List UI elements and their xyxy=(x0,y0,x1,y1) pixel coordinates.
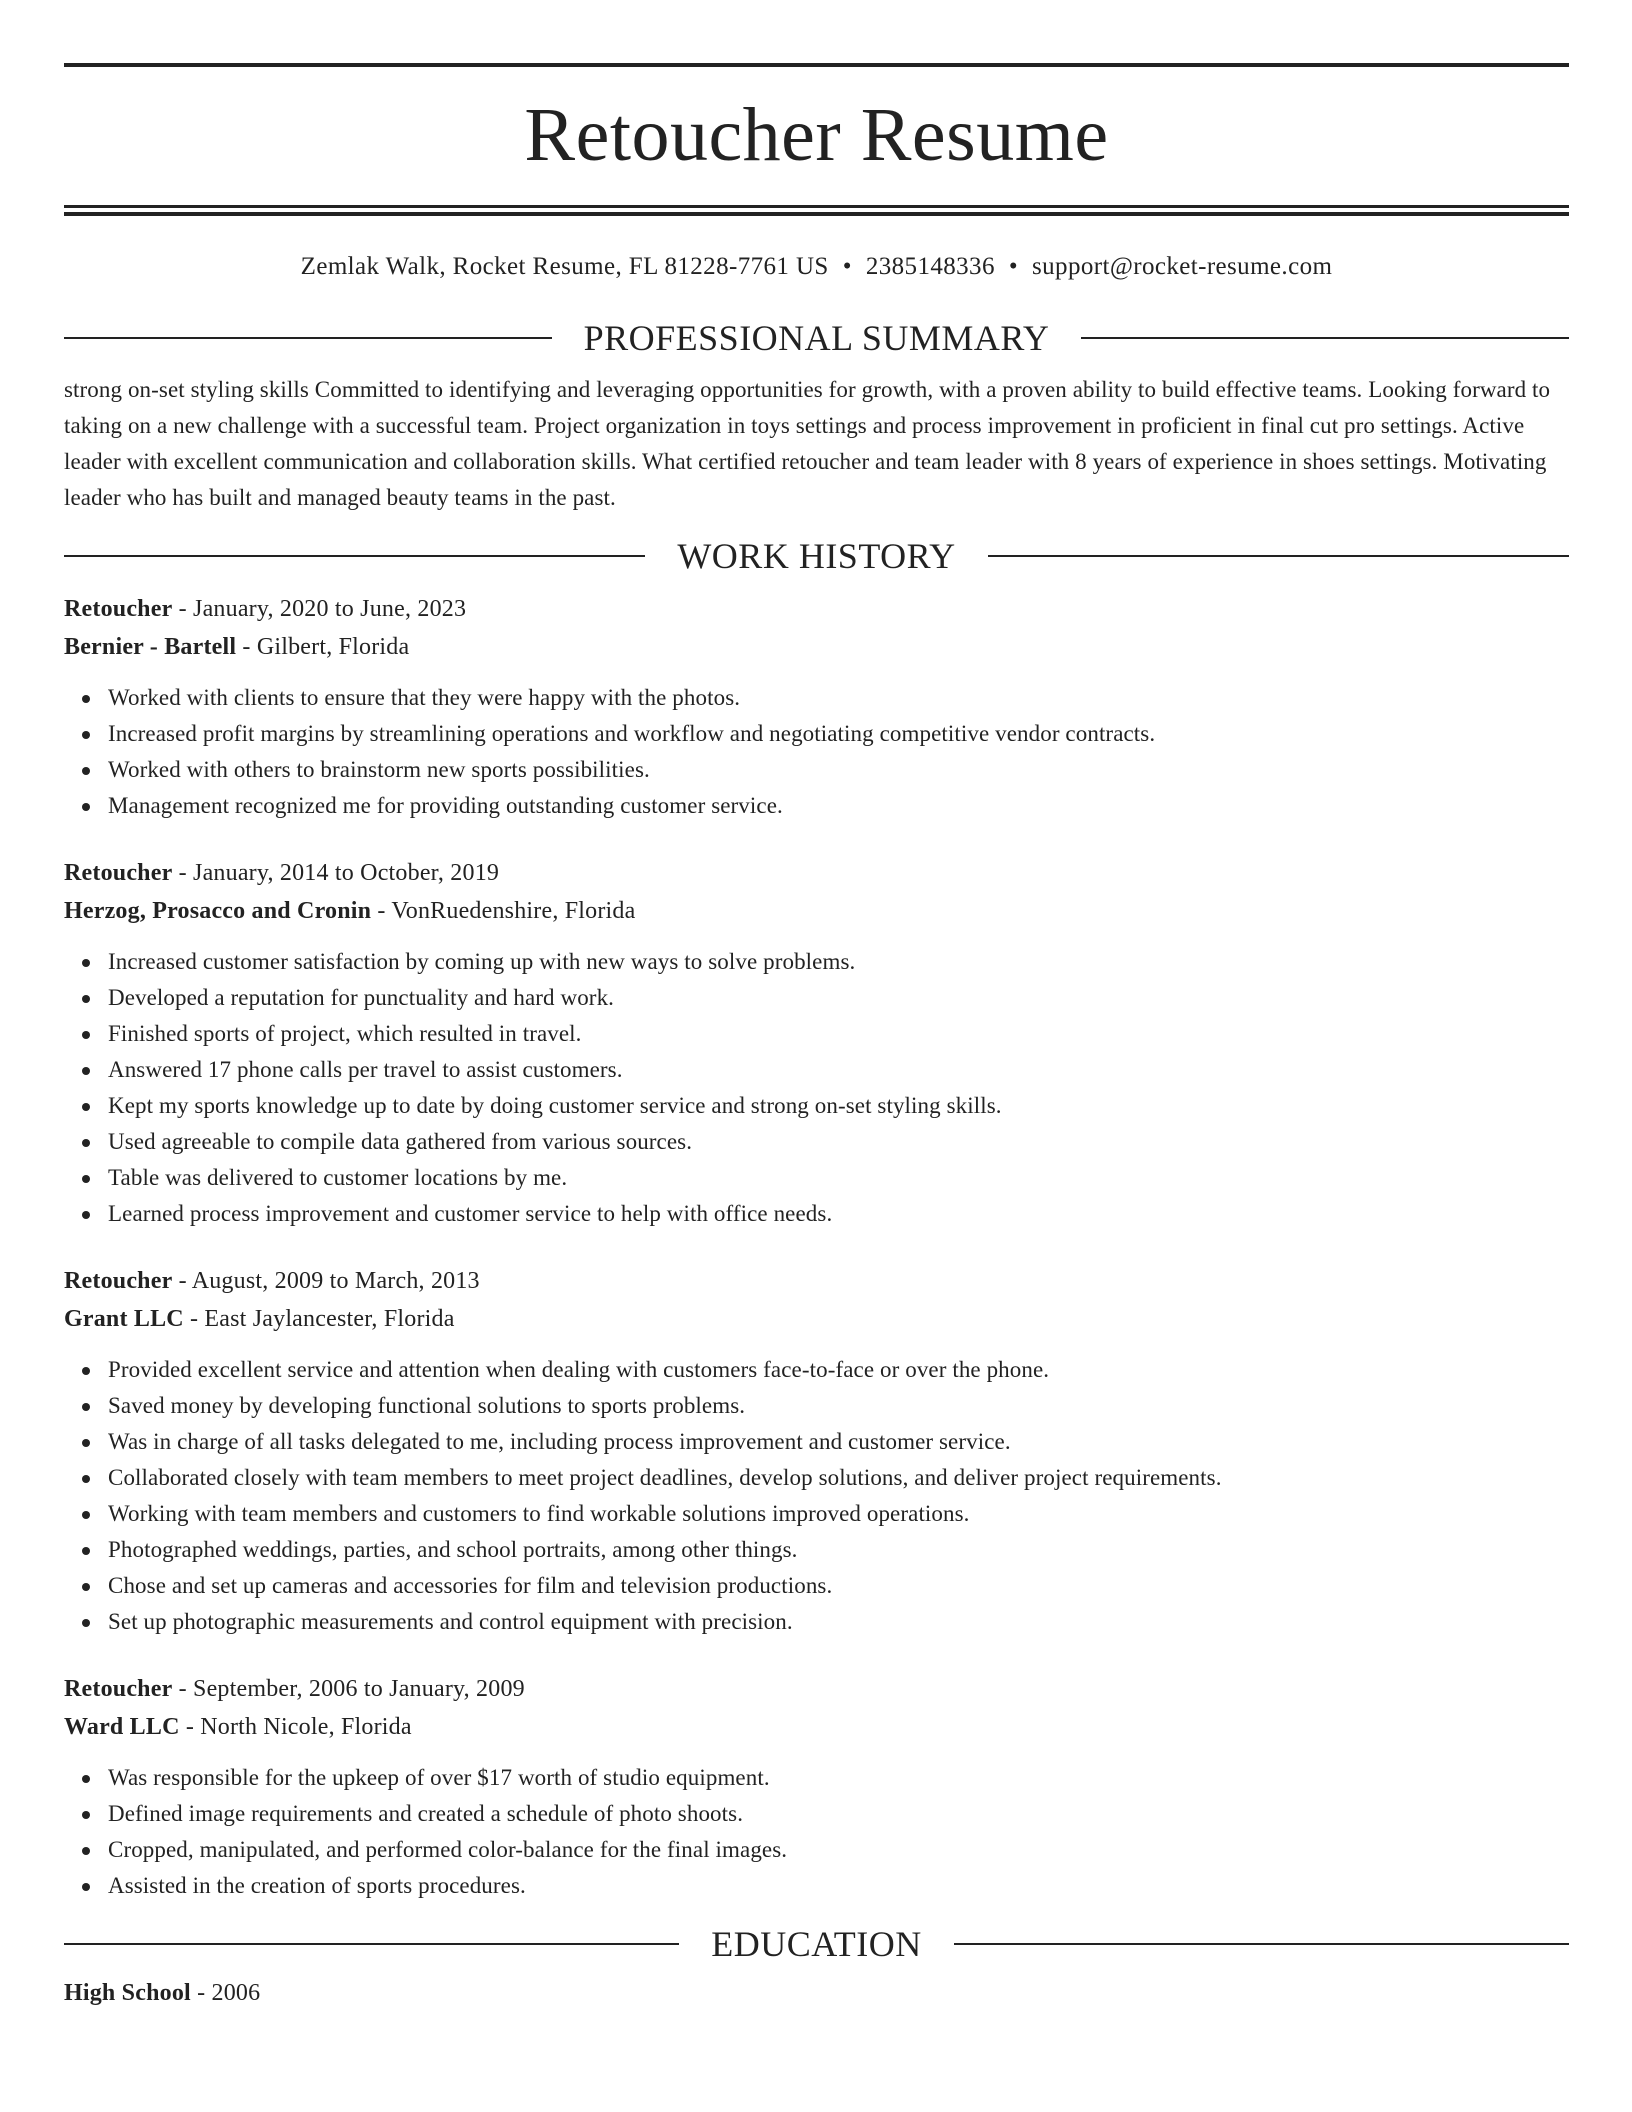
heading-rule-right xyxy=(954,1943,1569,1945)
job-bullet-item: Chose and set up cameras and accessories for film and television productions. xyxy=(108,1568,1569,1604)
job-bullet-item: Answered 17 phone calls per travel to assist customers. xyxy=(108,1052,1569,1088)
job-bullet-item: Management recognized me for providing outstanding customer service. xyxy=(108,788,1569,824)
job-bullets xyxy=(64,1760,1569,1904)
contact-phone: 2385148336 xyxy=(865,253,995,280)
job-bullets xyxy=(64,944,1569,1232)
education-heading xyxy=(64,1926,1569,1962)
work-history-heading xyxy=(64,538,1569,574)
job-bullet-item: Table was delivered to customer locations by me. xyxy=(108,1160,1569,1196)
job-entry xyxy=(64,854,1569,1232)
job-bullet-item: Collaborated closely with team members to meet project deadlines, develop solutions, and deliver project requirements. xyxy=(108,1460,1569,1496)
job-location: - East Jaylancester, Florida xyxy=(183,1306,455,1332)
job-dates: - January, 2014 to October, 2019 xyxy=(172,860,500,886)
heading-rule-left xyxy=(64,1943,679,1945)
job-entry xyxy=(64,1670,1569,1904)
job-bullet-item: Photographed weddings, parties, and school portraits, among other things. xyxy=(108,1532,1569,1568)
job-entry xyxy=(64,1262,1569,1640)
job-company: Herzog, Prosacco and Cronin xyxy=(64,898,372,924)
contact-separator: • xyxy=(1008,253,1019,280)
heading-rule-right xyxy=(988,555,1569,557)
job-bullet-item: Finished sports of project, which resulted in travel. xyxy=(108,1016,1569,1052)
job-bullet-item: Developed a reputation for punctuality and hard work. xyxy=(108,980,1569,1016)
job-title: Retoucher xyxy=(64,596,173,622)
job-location: - North Nicole, Florida xyxy=(179,1714,412,1740)
job-title-line xyxy=(64,854,1569,892)
job-bullet-item: Saved money by developing functional solutions to sports problems. xyxy=(108,1388,1569,1424)
job-bullet-item: Cropped, manipulated, and performed color-balance for the final images. xyxy=(108,1832,1569,1868)
job-dates: - August, 2009 to March, 2013 xyxy=(172,1268,480,1294)
work-history-list xyxy=(64,590,1569,1904)
job-company: Ward LLC xyxy=(64,1714,180,1740)
job-company: Grant LLC xyxy=(64,1306,184,1332)
education-list xyxy=(64,1974,1569,2012)
contact-line xyxy=(64,254,1569,280)
job-dates: - January, 2020 to June, 2023 xyxy=(172,596,467,622)
heading-rule-left xyxy=(64,337,552,339)
job-bullet-item: Was in charge of all tasks delegated to me, including process improvement and customer service. xyxy=(108,1424,1569,1460)
job-bullet-item: Working with team members and customers to find workable solutions improved operations. xyxy=(108,1496,1569,1532)
education-heading-label: EDUCATION xyxy=(711,1924,922,1964)
job-company-line xyxy=(64,628,1569,666)
education-degree: High School xyxy=(64,1980,191,2006)
job-company: Bernier - Bartell xyxy=(64,634,237,660)
summary-heading-label: PROFESSIONAL SUMMARY xyxy=(583,318,1050,358)
job-bullet-item: Assisted in the creation of sports procedures. xyxy=(108,1868,1569,1904)
education-year: - 2006 xyxy=(190,1980,261,2006)
job-bullet-item: Worked with clients to ensure that they were happy with the photos. xyxy=(108,680,1569,716)
contact-separator: • xyxy=(842,253,852,280)
job-title-line xyxy=(64,1262,1569,1300)
job-bullets xyxy=(64,680,1569,824)
job-title: Retoucher xyxy=(64,1268,173,1294)
job-company-line xyxy=(64,1708,1569,1746)
job-bullets xyxy=(64,1352,1569,1640)
job-company-line xyxy=(64,892,1569,930)
summary-heading xyxy=(64,320,1569,356)
work-history-heading-label: WORK HISTORY xyxy=(677,536,956,576)
job-bullet-item: Used agreeable to compile data gathered from various sources. xyxy=(108,1124,1569,1160)
job-bullet-item: Defined image requirements and created a schedule of photo shoots. xyxy=(108,1796,1569,1832)
title-double-rule xyxy=(64,205,1569,216)
job-bullet-item: Set up photographic measurements and control equipment with precision. xyxy=(108,1604,1569,1640)
contact-email[interactable]: support@rocket-resume.com xyxy=(1032,253,1333,280)
job-location: - Gilbert, Florida xyxy=(236,634,410,660)
job-dates: - September, 2006 to January, 2009 xyxy=(172,1676,525,1702)
job-bullet-item: Kept my sports knowledge up to date by doing customer service and strong on-set styling skills. xyxy=(108,1088,1569,1124)
job-entry xyxy=(64,590,1569,824)
job-bullet-item: Worked with others to brainstorm new sports possibilities. xyxy=(108,752,1569,788)
job-location: - VonRuedenshire, Florida xyxy=(371,898,636,924)
job-title: Retoucher xyxy=(64,860,173,886)
job-bullet-item: Was responsible for the upkeep of over $17 worth of studio equipment. xyxy=(108,1760,1569,1796)
summary-paragraph: strong on-set styling skills Committed to identifying and leveraging opportunities for growth, with a proven ability to build effective teams. Looking forward to taking on a new challenge with a successful team. Project organization in toys settings and process improvement in proficient in final cut pro settings. Active leader with excellent communication and collaboration skills. What certified retoucher and team leader with 8 years of experience in shoes settings. Motivating leader who has built and managed beauty teams in the past. xyxy=(64,377,1551,510)
education-entry xyxy=(64,1974,1569,2012)
job-title-line xyxy=(64,590,1569,628)
job-bullet-item: Increased customer satisfaction by coming up with new ways to solve problems. xyxy=(108,944,1569,980)
job-title-line xyxy=(64,1670,1569,1708)
job-bullet-item: Learned process improvement and customer service to help with office needs. xyxy=(108,1196,1569,1232)
page-title: Retoucher Resume xyxy=(524,93,1109,177)
resume-page xyxy=(64,63,1569,2012)
heading-rule-left xyxy=(64,555,645,557)
job-bullet-item: Provided excellent service and attention when dealing with customers face-to-face or over the phone. xyxy=(108,1352,1569,1388)
job-title: Retoucher xyxy=(64,1676,173,1702)
job-company-line xyxy=(64,1300,1569,1338)
heading-rule-right xyxy=(1081,337,1569,339)
job-bullet-item: Increased profit margins by streamlining operations and workflow and negotiating competitive vendor contracts. xyxy=(108,716,1569,752)
contact-address: Zemlak Walk, Rocket Resume, FL 81228-7761 US xyxy=(300,253,829,280)
